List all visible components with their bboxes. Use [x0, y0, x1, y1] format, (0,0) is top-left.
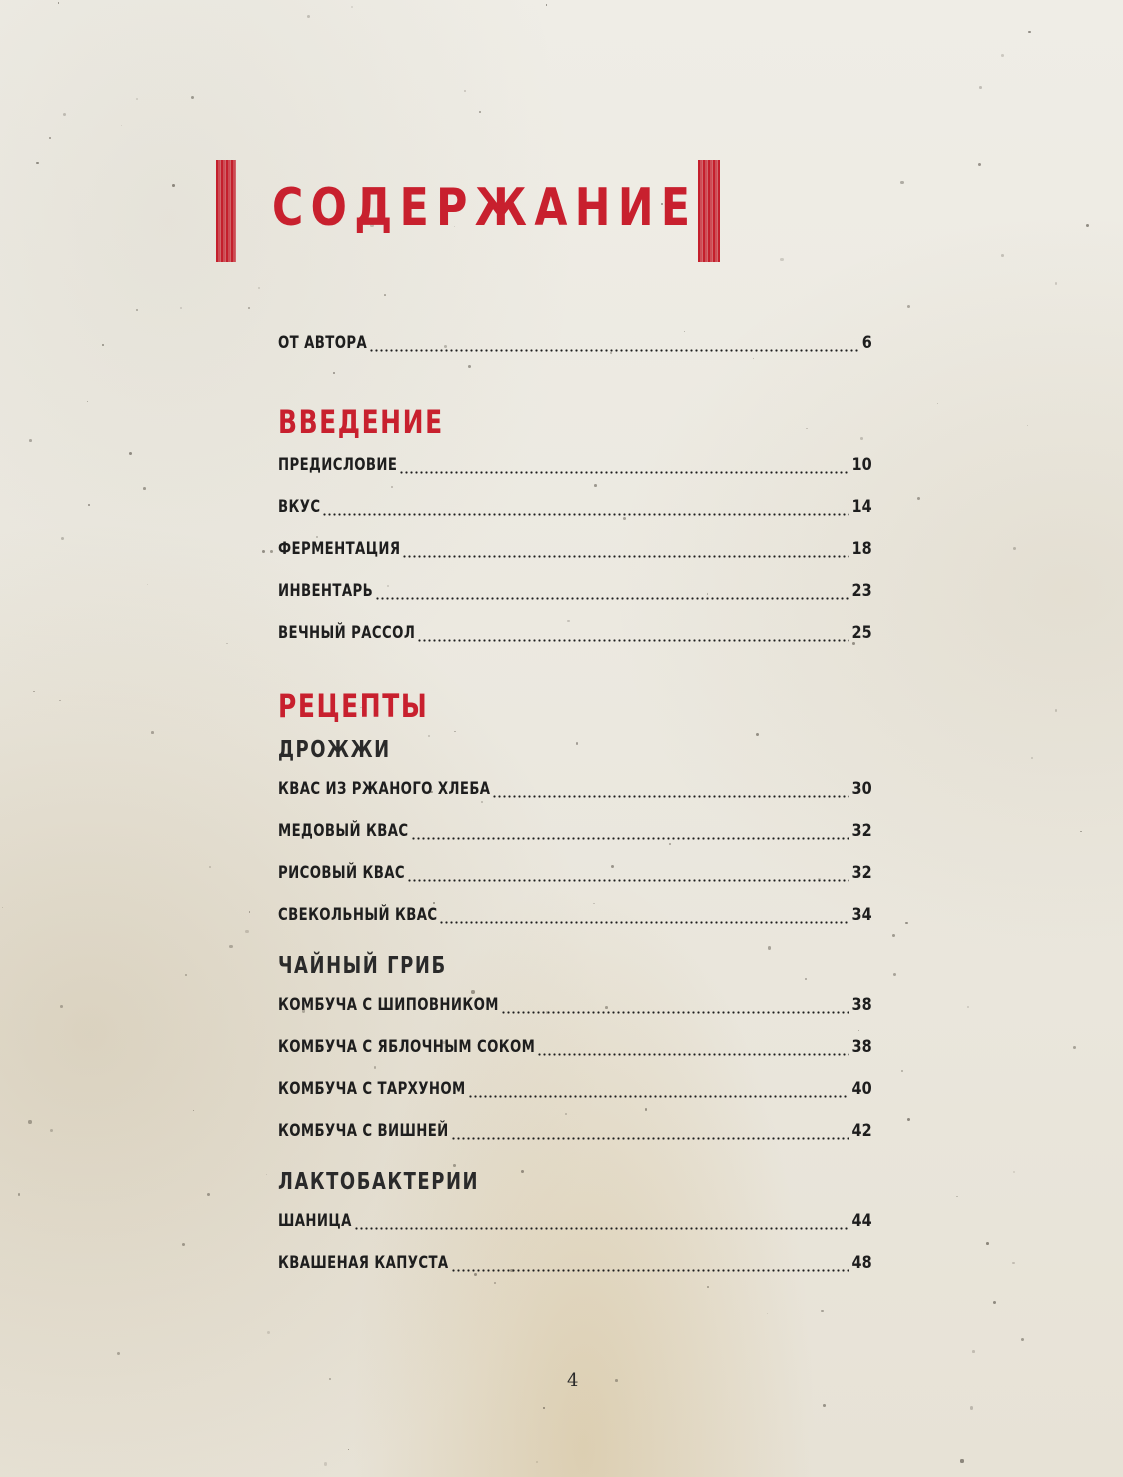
toc-entry-page: 23 — [851, 581, 872, 601]
dot-leader — [375, 597, 849, 600]
toc-entry[interactable] — [278, 444, 872, 486]
toc-entry-label: ШАНИЦА — [278, 1211, 352, 1231]
toc-entry-page: 48 — [851, 1253, 872, 1273]
paper-speckle — [1012, 1262, 1015, 1265]
dot-leader — [468, 1095, 849, 1098]
paper-speckle — [329, 1378, 331, 1380]
paper-speckle — [464, 90, 466, 92]
paper-speckle — [33, 691, 34, 692]
group-heading-lactobacteria: ЛАКТОБАКТЕРИИ — [278, 1169, 480, 1195]
paper-speckle — [191, 96, 194, 99]
paper-speckle — [193, 1110, 194, 1111]
paper-speckle — [28, 1120, 31, 1123]
page-number: 4 — [567, 1370, 579, 1391]
toc-entry[interactable] — [278, 528, 872, 570]
paper-speckle — [900, 181, 903, 184]
paper-speckle — [249, 911, 251, 913]
dot-leader — [399, 471, 849, 474]
paper-speckle — [907, 1118, 910, 1121]
paper-speckle — [917, 497, 920, 500]
toc-entry[interactable] — [278, 570, 872, 612]
toc-entry-label: КОМБУЧА С ВИШНЕЙ — [278, 1121, 449, 1141]
paper-speckle — [993, 1301, 996, 1304]
paper-speckle — [823, 1404, 826, 1407]
paper-speckle — [905, 922, 907, 924]
paper-speckle — [821, 1310, 824, 1313]
paper-speckle — [307, 15, 310, 18]
paper-speckle — [1013, 1171, 1015, 1173]
contents-title: СОДЕРЖАНИЕ — [272, 178, 698, 238]
paper-speckle — [1001, 54, 1004, 57]
paper-speckle — [209, 866, 211, 868]
paper-speckle — [970, 1406, 973, 1409]
paper-speckle — [182, 1243, 185, 1246]
toc-entry-author[interactable] — [278, 322, 872, 364]
paper-speckle — [767, 1313, 768, 1314]
toc-entry-page: 10 — [851, 455, 872, 475]
toc-entry[interactable] — [278, 1110, 872, 1152]
paper-speckle — [262, 550, 265, 553]
paper-speckle — [479, 111, 482, 114]
toc-entry-label: МЕДОВЫЙ КВАС — [278, 821, 409, 841]
paper-speckle — [546, 4, 547, 5]
paper-speckle — [102, 344, 104, 346]
paper-speckle — [87, 401, 88, 402]
paper-speckle — [248, 307, 250, 309]
paper-speckle — [151, 731, 154, 734]
toc-entry-page: 30 — [851, 779, 872, 799]
contents-title-box — [216, 160, 720, 262]
paper-speckle — [207, 1193, 210, 1196]
paper-speckle — [384, 294, 386, 296]
paper-speckle — [901, 1070, 903, 1072]
toc-entry-page: 14 — [851, 497, 872, 517]
toc-entry-label: ИНВЕНТАРЬ — [278, 581, 374, 601]
paper-speckle — [147, 584, 148, 585]
paper-speckle — [129, 452, 132, 455]
paper-speckle — [18, 1193, 21, 1196]
paper-speckle — [967, 1006, 969, 1008]
toc-entry[interactable] — [278, 612, 872, 654]
paper-speckle — [1086, 224, 1089, 227]
paper-speckle — [707, 1286, 709, 1288]
paper-speckle — [121, 125, 122, 126]
toc-entry-page: 44 — [851, 1211, 872, 1231]
paper-speckle — [270, 550, 273, 553]
paper-speckle — [348, 1449, 349, 1450]
paper-speckle — [88, 504, 90, 506]
paper-speckle — [60, 1005, 63, 1008]
toc-entry[interactable] — [278, 768, 872, 810]
paper-speckle — [226, 643, 227, 644]
paper-speckle — [229, 945, 232, 948]
toc-entry-label: ФЕРМЕНТАЦИЯ — [278, 539, 401, 559]
dot-leader — [439, 921, 848, 924]
dot-leader — [451, 1269, 849, 1272]
paper-speckle — [29, 439, 32, 442]
paper-speckle — [1031, 757, 1034, 760]
toc-entry-label: ПРЕДИСЛОВИЕ — [278, 455, 398, 475]
paper-speckle — [258, 287, 259, 288]
group-heading-kombucha: ЧАЙНЫЙ ГРИБ — [278, 953, 447, 979]
paper-speckle — [185, 974, 187, 976]
paper-speckle — [1080, 831, 1081, 832]
paper-speckle — [1073, 1046, 1076, 1049]
paper-speckle — [978, 163, 981, 166]
toc-entry[interactable] — [278, 894, 872, 936]
dot-leader — [411, 837, 849, 840]
toc-entry-page: 42 — [851, 1121, 872, 1141]
paper-speckle — [2, 907, 3, 908]
toc-entry[interactable] — [278, 1242, 872, 1284]
dot-leader — [537, 1053, 849, 1056]
toc-entry-label: ВКУС — [278, 497, 321, 517]
dot-leader — [451, 1137, 849, 1140]
group-heading-yeast: ДРОЖЖИ — [278, 737, 391, 763]
paper-speckle — [136, 309, 138, 311]
paper-speckle — [143, 487, 146, 490]
toc-entry-page: 38 — [851, 995, 872, 1015]
toc-entry[interactable] — [278, 852, 872, 894]
paper-speckle — [615, 1379, 618, 1382]
paper-speckle — [893, 973, 896, 976]
dot-leader — [322, 513, 848, 516]
paper-speckle — [266, 1174, 268, 1176]
toc-entry-label: КОМБУЧА С ТАРХУНОМ — [278, 1079, 466, 1099]
paper-speckle — [1055, 282, 1058, 285]
paper-speckle — [117, 1352, 120, 1355]
paper-speckle — [937, 403, 938, 404]
paper-speckle — [63, 113, 66, 116]
paper-speckle — [58, 2, 59, 3]
paper-speckle — [1028, 31, 1031, 34]
paper-speckle — [1027, 425, 1028, 426]
toc-entry-page: 32 — [851, 863, 872, 883]
paper-speckle — [49, 137, 50, 138]
paper-speckle — [1001, 254, 1004, 257]
toc-entry-page: 25 — [851, 623, 872, 643]
paper-speckle — [324, 1462, 327, 1465]
paper-speckle — [267, 1331, 270, 1334]
dot-leader — [402, 555, 848, 558]
paper-speckle — [972, 1350, 975, 1353]
paper-speckle — [1055, 709, 1058, 712]
paper-speckle — [536, 1461, 538, 1463]
toc-entry-label: РИСОВЫЙ КВАС — [278, 863, 406, 883]
title-left-bar — [216, 160, 236, 262]
toc-entry-page: 32 — [851, 821, 872, 841]
paper-speckle — [50, 1129, 53, 1132]
paper-speckle — [1013, 547, 1016, 550]
paper-speckle — [172, 184, 175, 187]
dot-leader — [492, 795, 848, 798]
paper-speckle — [61, 537, 64, 540]
dot-leader — [501, 1011, 849, 1014]
paper-speckle — [979, 86, 982, 89]
toc-entry-label: СВЕКОЛЬНЫЙ КВАС — [278, 905, 438, 925]
paper-speckle — [351, 6, 353, 8]
toc-entry[interactable] — [278, 1026, 872, 1068]
toc-entry-label: ВЕЧНЫЙ РАССОЛ — [278, 623, 416, 643]
paper-speckle — [986, 1242, 989, 1245]
paper-speckle — [892, 934, 895, 937]
toc-entry-label: КОМБУЧА С ЯБЛОЧНЫМ СОКОМ — [278, 1037, 536, 1057]
toc-entry[interactable] — [278, 810, 872, 852]
toc-entry[interactable] — [278, 984, 872, 1026]
toc-entry[interactable] — [278, 1068, 872, 1110]
paper-speckle — [59, 700, 60, 701]
toc-entry-page: 6 — [861, 333, 872, 353]
paper-speckle — [960, 1459, 963, 1462]
paper-speckle — [180, 307, 182, 309]
toc-entry[interactable] — [278, 1200, 872, 1242]
toc-entry-page: 34 — [851, 905, 872, 925]
section-heading-recipes: РЕЦЕПТЫ — [278, 687, 429, 725]
toc-entry-page: 40 — [851, 1079, 872, 1099]
paper-speckle — [136, 98, 138, 100]
paper-speckle — [1021, 1338, 1024, 1341]
section-heading-intro: ВВЕДЕНИЕ — [278, 403, 444, 441]
paper-speckle — [956, 1196, 958, 1198]
table-of-contents — [278, 322, 872, 1284]
toc-entry-label: ОТ АВТОРА — [278, 333, 368, 353]
toc-entry-page: 18 — [851, 539, 872, 559]
toc-entry-page: 38 — [851, 1037, 872, 1057]
paper-speckle — [543, 1407, 545, 1409]
title-right-bar — [698, 160, 720, 262]
dot-leader — [369, 349, 859, 352]
toc-entry-label: КВАШЕНАЯ КАПУСТА — [278, 1253, 449, 1273]
toc-entry[interactable] — [278, 486, 872, 528]
paper-speckle — [780, 258, 783, 261]
dot-leader — [354, 1227, 849, 1230]
paper-speckle — [245, 930, 248, 933]
paper-speckle — [36, 162, 38, 164]
toc-entry-label: КОМБУЧА С ШИПОВНИКОМ — [278, 995, 499, 1015]
paper-speckle — [907, 305, 910, 308]
dot-leader — [407, 879, 849, 882]
toc-entry-label: КВАС ИЗ РЖАНОГО ХЛЕБА — [278, 779, 491, 799]
dot-leader — [417, 639, 849, 642]
